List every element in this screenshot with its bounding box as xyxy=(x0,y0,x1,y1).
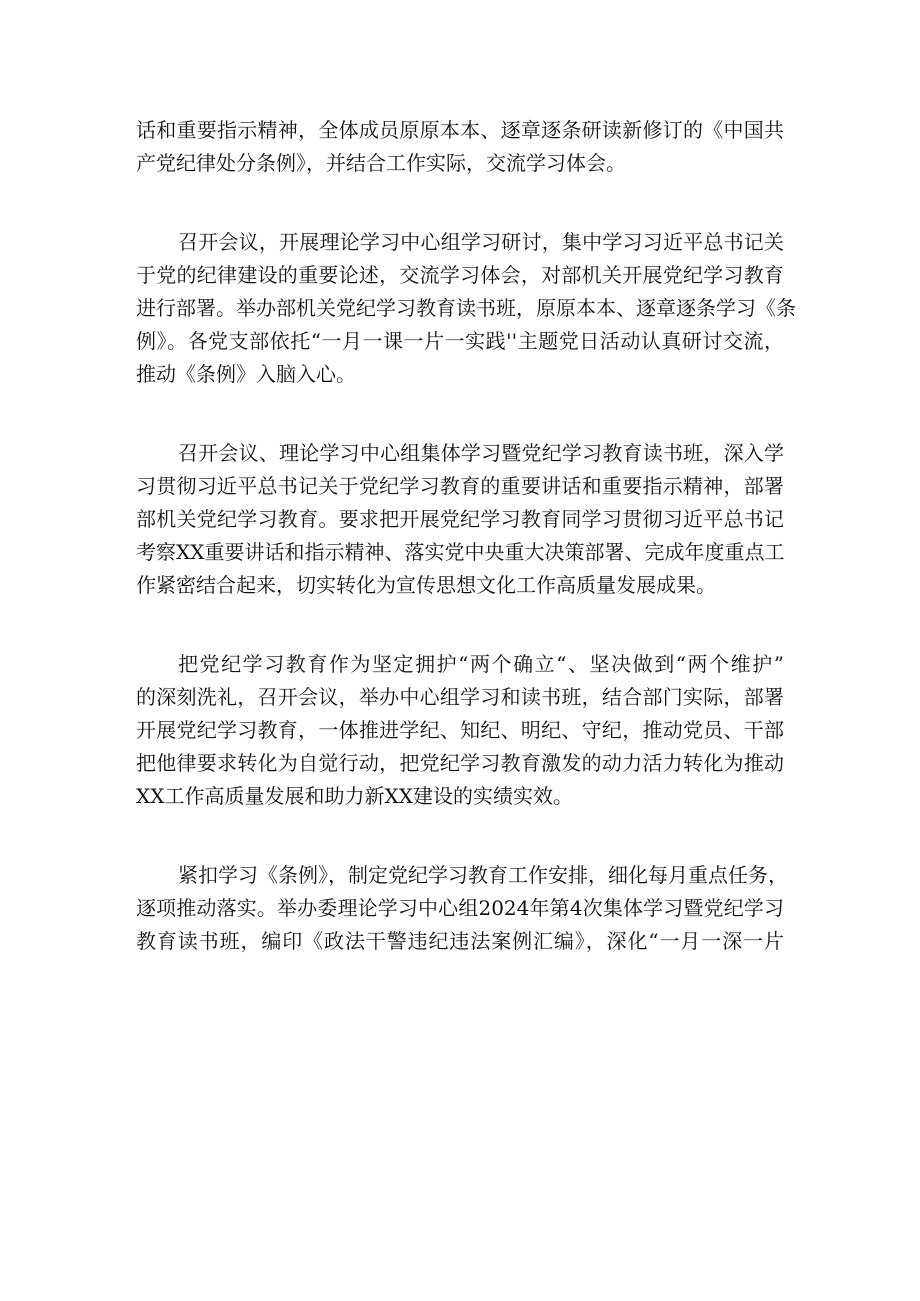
text-line: 把他律要求转化为自觉行动，把党纪学习教育激发的动力活力转化为推动 xyxy=(136,751,784,775)
paragraph-4 xyxy=(136,648,784,813)
text-line: 产党纪律处分条例》，并结合工作实际，交流学习体会。 xyxy=(136,151,626,175)
text-line: 紧扣学习《条例》，制定党纪学习教育工作安排，细化每月重点任务， xyxy=(178,863,788,887)
text-line: 话和重要指示精神，全体成员原原本本、逐章逐条研读新修订的《中国共 xyxy=(136,118,784,142)
text-line: 习贯彻习近平总书记关于党纪学习教育的重要讲话和重要指示精神，部署 xyxy=(136,474,784,498)
text-line: 教育读书班，编印《政法干警违纪违法案例汇编》，深化“一月一深一片 xyxy=(136,929,784,953)
text-line: 考察XX重要讲话和指示精神、落实党中央重大决策部署、完成年度重点工 xyxy=(136,540,785,564)
paragraph-3 xyxy=(136,437,784,602)
text-line: 把党纪学习教育作为坚定拥护“两个确立“、坚决做到“两个维护” xyxy=(178,652,784,676)
text-line: 进行部署。举办部机关党纪学习教育读书班，原原本本、逐章逐条学习《条 xyxy=(136,296,796,320)
text-line: 逐项推动落实。举办委理论学习中心组2024年第4次集体学习暨党纪学习 xyxy=(136,896,784,920)
text-line: 开展党纪学习教育，一体推进学纪、知纪、明纪、守纪，推动党员、干部 xyxy=(136,718,784,742)
text-line: 作紧密结合起来，切实转化为宣传思想文化工作高质量发展成果。 xyxy=(136,573,716,597)
text-line: 于党的纪律建设的重要论述，交流学习体会，对部机关开展党纪学习教育 xyxy=(136,263,784,287)
text-line: 部机关党纪学习教育。要求把开展党纪学习教育同学习贯彻习近平总书记 xyxy=(136,507,784,531)
text-line: 召开会议，开展理论学习中心组学习研讨，集中学习习近平总书记关 xyxy=(178,230,784,254)
text-line: 例》。各党支部依托“一月一课一片一实践''主题党日活动认真研讨交流， xyxy=(136,329,784,353)
text-line: 召开会议、理论学习中心组集体学习暨党纪学习教育读书班，深入学 xyxy=(178,441,784,465)
paragraph-5 xyxy=(136,859,788,958)
text-line: 的深刻洗礼，召开会议，举办中心组学习和读书班，结合部门实际，部署 xyxy=(136,685,784,709)
paragraph-2 xyxy=(136,226,796,391)
text-line: 推动《条例》入脑入心。 xyxy=(136,362,356,386)
text-line: XX工作高质量发展和助力新XX建设的实绩实效。 xyxy=(136,784,573,808)
paragraph-1 xyxy=(136,114,784,180)
document-body xyxy=(136,114,796,1004)
